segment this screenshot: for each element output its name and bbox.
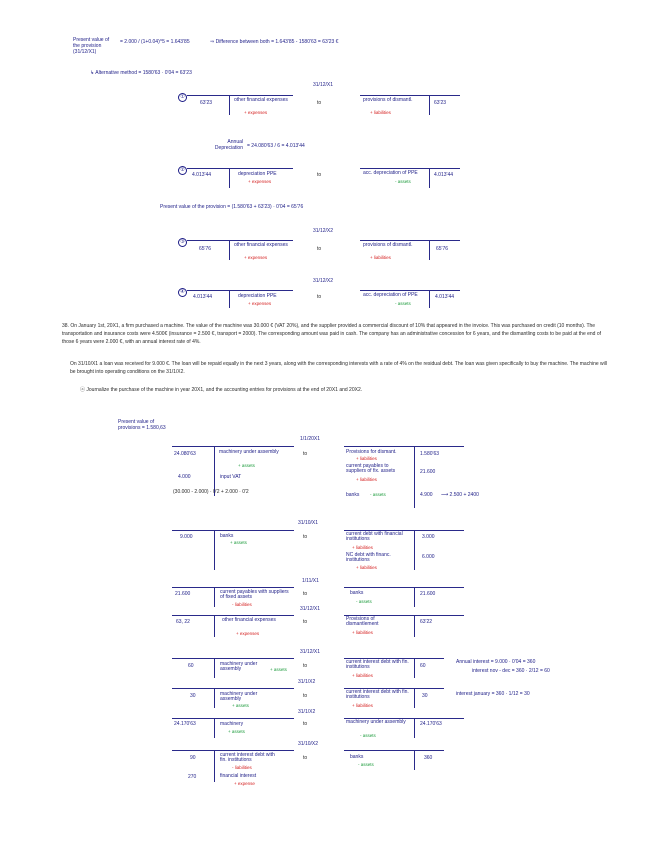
credit-amount: 6.000 <box>422 554 435 560</box>
journal-line <box>214 615 215 637</box>
credit-amount: 1.580'63 <box>420 451 440 457</box>
pv-formula: = 2.000 / (1+0.04)^5 = 1.643'85 <box>120 39 190 45</box>
credit-tag: + liabilities <box>370 255 391 260</box>
credit-account: banks <box>350 590 364 596</box>
debit-tag: + assets <box>228 729 245 734</box>
date-label: 31/12/X1 <box>300 649 321 655</box>
credit-tag: + liabilities <box>370 110 391 115</box>
debit-tag: + assets <box>238 463 255 468</box>
pv-difference: ⇒ Difference between both = 1.643'85 - 1580'63 = 63'23 € <box>210 39 339 45</box>
debit-account: depreciation PPE <box>238 293 277 299</box>
credit-tag: + liabilities <box>356 565 377 570</box>
journal-line <box>414 587 415 607</box>
journal-line <box>187 95 293 96</box>
journal-line <box>172 688 294 689</box>
interest-note: interest nov - dec = 360 · 2/12 = 60 <box>472 668 550 674</box>
credit-amount: 21.600 <box>420 469 436 475</box>
vat-calculation: (30.000 - 2.000) · 0'2 + 2.000 · 0'2 <box>173 489 249 495</box>
to-label: to <box>317 100 322 106</box>
journal-line <box>214 658 215 678</box>
credit-account: Provisions for dismant. <box>346 449 397 455</box>
to-label: to <box>303 721 308 727</box>
journal-line <box>360 240 460 241</box>
debit-amount: 9.000 <box>180 534 193 540</box>
interest-note: Annual interest = 9.000 · 0'04 = 360 <box>456 659 536 665</box>
annual-depreciation-label: Annual Depreciation <box>214 139 243 151</box>
journal-line <box>187 290 293 291</box>
annual-depreciation-formula: = 24.080'63 / 6 = 4.013'44 <box>247 143 305 149</box>
journal-line <box>414 658 415 678</box>
journal-line <box>214 718 215 738</box>
to-label: to <box>303 663 308 669</box>
debit-amount: 270 <box>188 774 197 780</box>
journal-line <box>172 587 294 588</box>
entry-number: ① <box>178 93 187 102</box>
credit-amount: 30 <box>422 693 428 699</box>
to-label: to <box>303 451 308 457</box>
journal-line <box>229 168 230 188</box>
debit-amount: 63, 22 <box>176 619 190 625</box>
credit-tag: + liabilities <box>356 456 377 461</box>
journal-line <box>187 240 293 241</box>
credit-tag: - assets <box>356 599 372 604</box>
date-label: 31/10/X2 <box>298 741 319 747</box>
debit-account: other financial expenses <box>222 617 276 623</box>
debit-tag: + assets <box>230 540 247 545</box>
credit-account: banks <box>346 492 360 498</box>
debit-account: machinery under assembly <box>220 661 258 672</box>
journal-line <box>429 290 430 308</box>
journal-line <box>172 530 294 531</box>
credit-amount: 63'23 <box>434 100 447 106</box>
debit-tag: + expenses <box>248 301 272 306</box>
credit-amount: 24.170'63 <box>420 721 442 727</box>
interest-note: interest january = 360 · 1/12 = 30 <box>456 691 530 697</box>
journal-line <box>172 615 294 616</box>
debit-amount: 60 <box>188 663 194 669</box>
date-label: 1/1/20X1 <box>300 436 321 442</box>
debit-account: input VAT <box>220 474 242 480</box>
journal-line <box>172 446 294 447</box>
journal-line <box>414 688 415 708</box>
entry-number: ③ <box>178 238 187 247</box>
debit-account: banks <box>220 533 234 539</box>
credit-tag: + liabilities <box>352 703 373 708</box>
credit-account: acc. depreciation of PPE <box>363 170 418 176</box>
to-label: to <box>317 294 322 300</box>
journal-line <box>414 718 415 738</box>
debit-tag: + expenses <box>236 631 260 636</box>
bank-note: ⟶ 2.500 + 2400 <box>441 492 479 498</box>
debit-amount: 65'76 <box>199 246 212 252</box>
debit-account: machinery <box>220 721 244 727</box>
alternative-method: ↳ Alternative method = 1580'63 · 0'04 = 63'23 <box>90 70 192 76</box>
credit-tag: - assets <box>395 179 411 184</box>
debit-account: depreciation PPE <box>238 171 277 177</box>
journal-line <box>344 587 464 588</box>
debit-amount: 30 <box>190 693 196 699</box>
pv-x2: Present value of the provision = (1.580'63 + 63'23) · 0'04 = 65'76 <box>160 204 304 210</box>
journal-line <box>429 240 430 260</box>
journal-line <box>360 290 460 291</box>
pv-provisions: Present value of provisions = 1.580,63 <box>118 419 166 431</box>
credit-account: machinery under assembly <box>346 719 406 725</box>
journal-line <box>214 530 215 570</box>
journal-line <box>172 658 294 659</box>
entry-number: ② <box>178 166 187 175</box>
debit-account: machinery under assembly <box>220 691 258 702</box>
to-label: to <box>317 246 322 252</box>
journal-line <box>429 168 430 188</box>
journal-line <box>414 446 415 508</box>
credit-tag: + liabilities <box>352 673 373 678</box>
credit-amount: 21.600 <box>420 591 436 597</box>
journal-line <box>172 750 294 751</box>
debit-amount: 4.013'44 <box>193 294 213 300</box>
debit-account: other financial expenses <box>234 97 288 103</box>
credit-account: acc. depreciation of PPE <box>363 292 418 298</box>
journal-line <box>229 95 230 115</box>
to-label: to <box>303 693 308 699</box>
to-label: to <box>317 172 322 178</box>
problem-loan: On 31/10/X1 a loan was received for 9.000 €. The loan will be repaid equally in the next 3 years, along with the corresponding interests with a rate of 4% on the residual debt. The loan was given specifically to buy the machine. The machine will be brought into operating conditions on the 31/1/X2. <box>70 361 607 375</box>
credit-tag: - assets <box>358 762 374 767</box>
date-label: 1/11/X1 <box>302 578 319 584</box>
journal-line <box>172 718 294 719</box>
entry-number: ④ <box>178 288 187 297</box>
pv-label: Present value of the provision (31/12/X1) <box>73 37 110 55</box>
debit-tag: - liabilities <box>232 765 252 770</box>
journal-line <box>360 95 460 96</box>
credit-amount: 65'76 <box>436 246 449 252</box>
date-label: 31/12/X2 <box>313 278 334 284</box>
journal-line <box>214 750 215 782</box>
date-label: 31/12/X2 <box>313 228 334 234</box>
debit-account: other financial expenses <box>234 242 288 248</box>
journal-line <box>229 240 230 260</box>
credit-amount: 60 <box>420 663 426 669</box>
journal-line <box>214 587 215 607</box>
journal-line <box>344 446 464 447</box>
credit-tag: - assets <box>395 301 411 306</box>
to-label: to <box>303 619 308 625</box>
credit-account: current interest debt with fin. institutions <box>346 689 409 700</box>
problem-question: ⓐ Journalize the purchase of the machine in year 20X1, and the accounting entries for provisions at the end of 20X1 and 20X2. <box>80 387 363 393</box>
debit-tag: + assets <box>270 667 287 672</box>
credit-amount: 4.013'44 <box>434 172 454 178</box>
to-label: to <box>303 534 308 540</box>
credit-tag: - assets <box>370 492 386 497</box>
debit-amount: 4.000 <box>178 474 191 480</box>
debit-account: financial interest <box>220 773 257 779</box>
debit-account: current payables with suppliers of fixed assets <box>220 589 289 600</box>
debit-tag: + expenses <box>248 179 272 184</box>
debit-tag: + expense <box>234 781 255 786</box>
date-label: 31/1/X2 <box>298 709 316 715</box>
debit-account: current interest debt with fin. institutions <box>220 752 275 763</box>
problem-statement: 38. On January 1st, 20X1, a firm purchased a machine. The value of the machine was 30.000 € (VAT 20%), and the supplier provided a commercial discount of 10% that appeared in the invoice. This was purchased on credit (10 months). The transportation and insurance costs were 4.500€ (insurance = 2.500 €, transport = 2000). The corresponding amount was paid in cash. The company has an administrative concession for 6 years, and the dismantling costs to be paid at the end of those 6 years were 2.000 €, with an annual interest rate of 4%. <box>62 323 602 345</box>
journal-line <box>360 168 460 169</box>
date-label: 31/12/X1 <box>313 82 334 88</box>
debit-amount: 24.170'63 <box>174 721 196 727</box>
journal-line <box>414 530 415 570</box>
debit-tag: - liabilities <box>232 602 252 607</box>
debit-amount: 4.013'44 <box>192 172 212 178</box>
credit-account: banks <box>350 754 364 760</box>
credit-account: provisions of dismantl. <box>363 97 413 103</box>
to-label: to <box>303 591 308 597</box>
debit-amount: 90 <box>190 755 196 761</box>
credit-tag: + liabilities <box>352 630 373 635</box>
debit-amount: 21.600 <box>175 591 191 597</box>
journal-line <box>214 688 215 708</box>
credit-tag: - assets <box>360 733 376 738</box>
debit-amount: 63'23 <box>200 100 213 106</box>
date-label: 31/1/X2 <box>298 679 316 685</box>
journal-line <box>344 750 444 751</box>
debit-tag: + expenses <box>244 110 268 115</box>
journal-line <box>414 615 415 637</box>
date-label: 31/12/X1 <box>300 606 321 612</box>
credit-account: current interest debt with fin. institutions <box>346 659 409 670</box>
journal-line <box>229 290 230 308</box>
credit-amount: 4.900 <box>420 492 433 498</box>
credit-tag: + liabilities <box>356 477 377 482</box>
credit-account: Provisions of dismantlement <box>346 616 379 627</box>
credit-account: NC debt with financ. institutions <box>346 552 391 563</box>
date-label: 31/10/X1 <box>298 520 319 526</box>
debit-account: machinery under assembly <box>219 449 279 455</box>
credit-tag: + liabilities <box>352 545 373 550</box>
credit-amount: 360 <box>424 755 433 761</box>
journal-line <box>187 168 293 169</box>
journal-line <box>429 95 430 115</box>
to-label: to <box>303 755 308 761</box>
credit-amount: 3.000 <box>422 534 435 540</box>
credit-amount: 63'22 <box>420 619 433 625</box>
journal-line <box>414 750 415 770</box>
debit-tag: + expenses <box>244 255 268 260</box>
credit-account: current debt with financial institutions <box>346 531 403 542</box>
debit-tag: + assets <box>232 703 249 708</box>
credit-amount: 4.013'44 <box>435 294 455 300</box>
credit-account: provisions of dismantl. <box>363 242 413 248</box>
credit-account: current payables to suppliers of fix. assets <box>346 463 396 474</box>
debit-amount: 24.080'63 <box>174 451 196 457</box>
